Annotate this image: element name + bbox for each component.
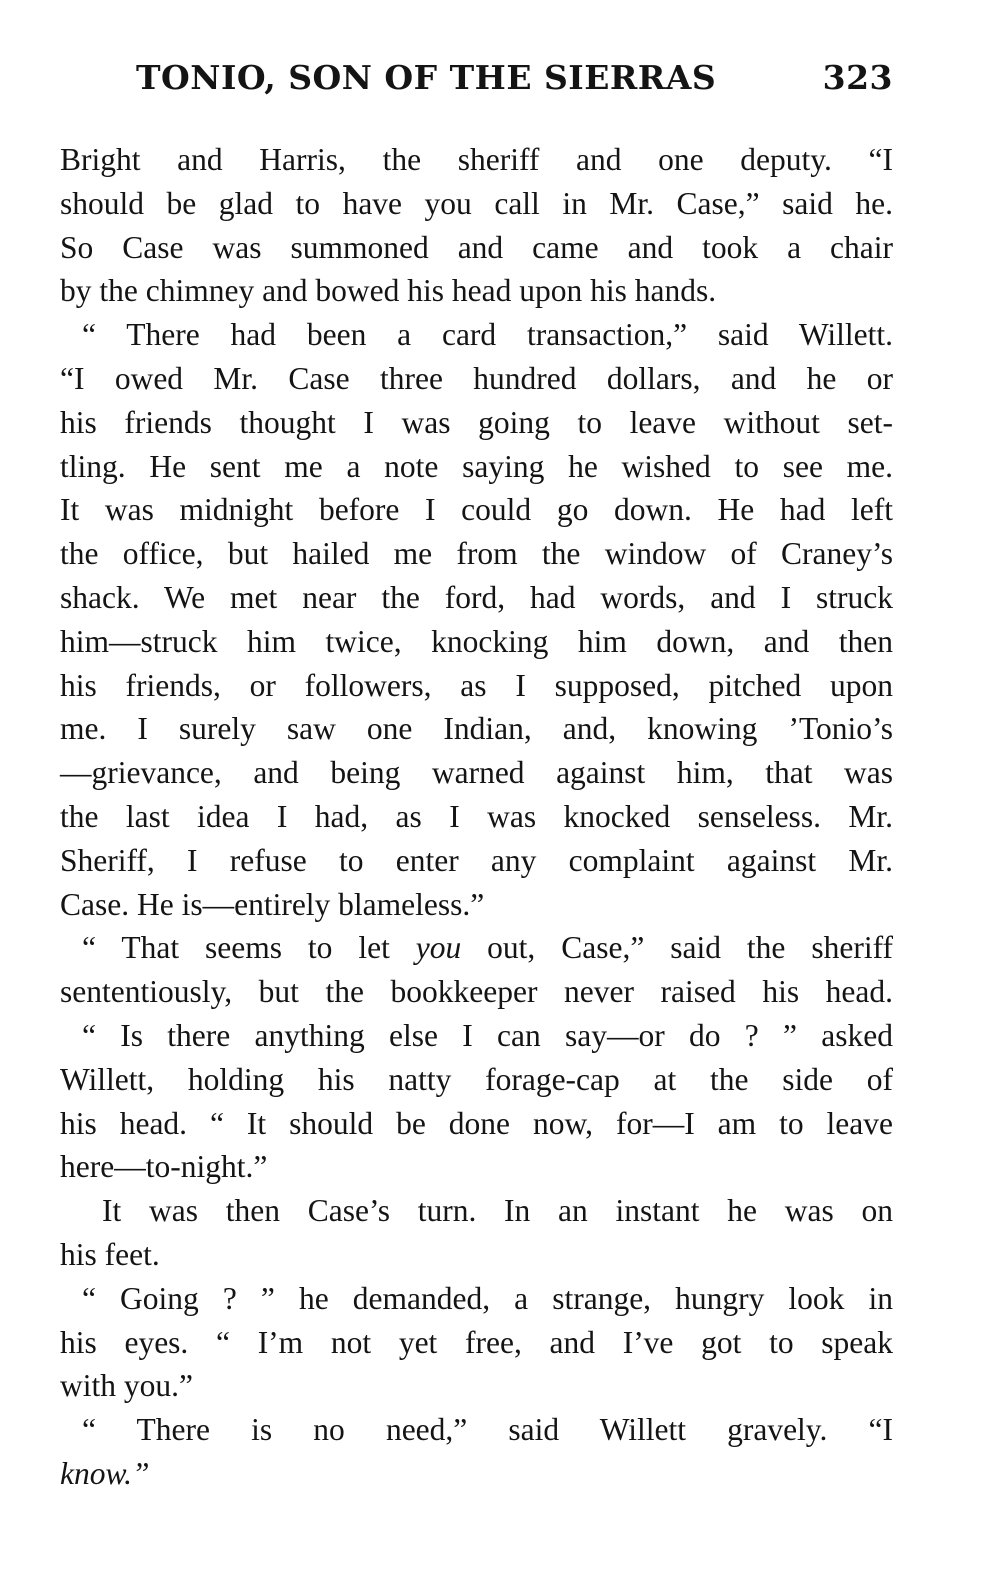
body-text (60, 138, 893, 1496)
text-line: his feet. (60, 1236, 160, 1272)
text-line: It was then Case’s turn. In an instant he was on (102, 1193, 893, 1229)
text-line: Sheriff, I refuse to enter any complaint against Mr. (60, 842, 893, 878)
text-line: the last idea I had, as I was knocked senseless. Mr. (60, 798, 893, 834)
text-line: “ Going ? ” he demanded, a strange, hungry look in (82, 1280, 893, 1316)
running-title: TONIO, SON OF THE SIERRAS (136, 58, 717, 97)
text-line: his head. “ It should be done now, for—I am to leave (60, 1105, 893, 1141)
text-fragment: out, Case,” said the sheriff (461, 930, 893, 966)
text-line: —grievance, and being warned against him, that was (60, 755, 893, 791)
text-line: me. I surely saw one Indian, and, knowing ’Tonio’s (60, 711, 893, 747)
text-line: his friends thought I was going to leave without set- (60, 404, 893, 440)
text-line: It was midnight before I could go down. He had left (60, 492, 893, 528)
text-line: “ There is no need,” said Willett gravely. “I (82, 1412, 893, 1448)
running-head (60, 58, 893, 108)
text-line: sententiously, but the bookkeeper never raised his head. (60, 974, 893, 1010)
text-line: should be glad to have you call in Mr. Case,” said he. (60, 185, 893, 221)
italic-word: you (415, 930, 462, 966)
text-line: with you.” (60, 1368, 193, 1404)
text-line: So Case was summoned and came and took a chair (60, 229, 893, 265)
text-line (60, 926, 893, 970)
text-line: Case. He is—entirely blameless.” (60, 886, 485, 922)
text-line: by the chimney and bowed his head upon his hands. (60, 273, 717, 309)
text-line: “I owed Mr. Case three hundred dollars, and he or (60, 360, 893, 396)
text-line: shack. We met near the ford, had words, and I struck (60, 579, 893, 615)
text-line: the office, but hailed me from the window of Craney’s (60, 536, 893, 572)
text-line: him—struck him twice, knocking him down, and then (60, 623, 893, 659)
text-line: know.” (60, 1455, 150, 1491)
text-line: here—to-night.” (60, 1149, 268, 1185)
text-line: “ There had been a card transaction,” said Willett. (82, 317, 893, 353)
text-line: Bright and Harris, the sheriff and one deputy. “I (60, 142, 893, 177)
text-line: “ Is there anything else I can say—or do ? ” asked (82, 1017, 893, 1053)
text-fragment: “ That seems to let (82, 930, 416, 966)
text-line: tling. He sent me a note saying he wished to see me. (60, 448, 893, 484)
text-line: Willett, holding his natty forage-cap at the side of (60, 1061, 893, 1097)
text-line: his eyes. “ I’m not yet free, and I’ve got to speak (60, 1324, 893, 1360)
page-number: 323 (822, 58, 893, 97)
text-line: his friends, or followers, as I supposed, pitched upon (60, 667, 893, 703)
